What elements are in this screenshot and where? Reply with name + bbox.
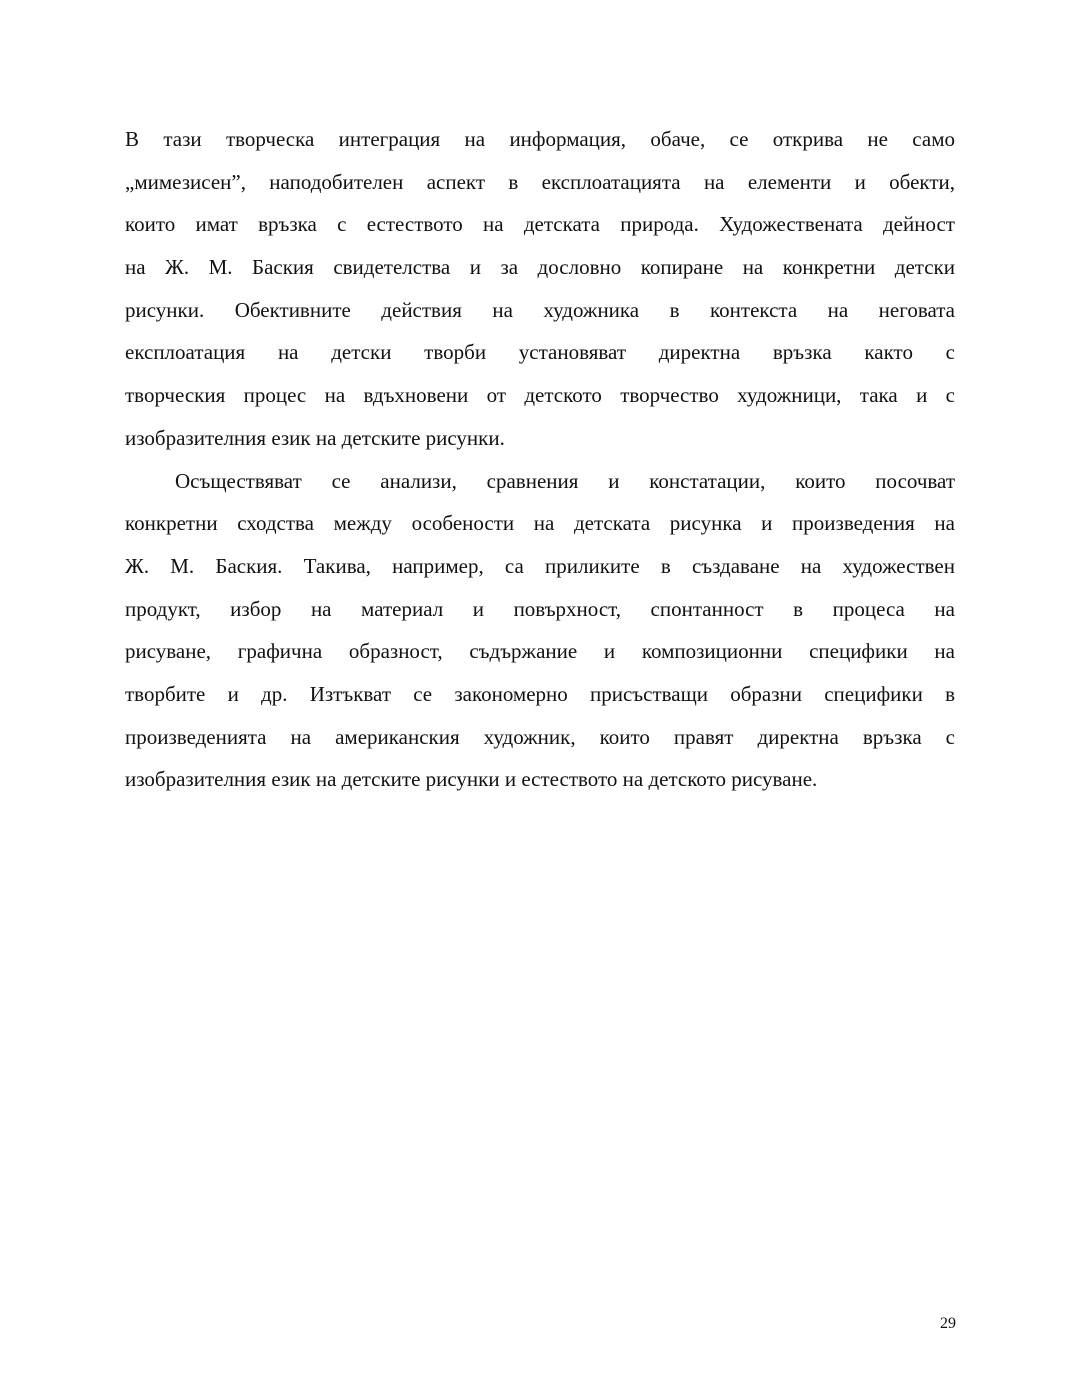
body-text: [125, 118, 955, 801]
text-line: които имат връзка с естеството на детската природа. Художествената дейност: [125, 212, 955, 237]
text-line: рисунки. Обективните действия на художника в контекста на неговата: [125, 297, 955, 322]
text-line: Осъществяват се анализи, сравнения и констатации, които посочват: [175, 468, 955, 493]
text-line: творбите и др. Изтъкват се закономерно присъстващи образни специфики в: [125, 681, 955, 706]
text-line: конкретни сходства между особености на детската рисунка и произведения на: [125, 511, 955, 536]
text-line: В тази творческа интеграция на информация, обаче, се открива не само: [125, 127, 955, 151]
paragraph-1: [125, 118, 955, 460]
paragraph-2: [125, 460, 955, 802]
text-line: произведенията на американския художник, които правят директна връзка с: [125, 724, 955, 749]
text-line: Ж. М. Баския. Такива, например, са приликите в създаване на художествен: [125, 553, 955, 578]
text-line: творческия процес на вдъхновени от детското творчество художници, така и с: [125, 383, 955, 408]
text-line: рисуване, графична образност, съдържание и композиционни специфики на: [125, 639, 955, 664]
text-line: продукт, избор на материал и повърхност, спонтанност в процеса на: [125, 596, 955, 621]
text-line: изобразителния език на детските рисунки и естеството на детското рисуване.: [125, 767, 818, 792]
text-line: експлоатация на детски творби установяват директна връзка както с: [125, 340, 955, 365]
text-line: изобразителния език на детските рисунки.: [125, 425, 505, 450]
page-number: 29: [940, 1315, 956, 1332]
text-line: „мимезисен”, наподобителен аспект в експлоатацията на елементи и обекти,: [125, 169, 955, 194]
text-line: на Ж. М. Баския свидетелства и за дословно копиране на конкретни детски: [125, 255, 955, 280]
